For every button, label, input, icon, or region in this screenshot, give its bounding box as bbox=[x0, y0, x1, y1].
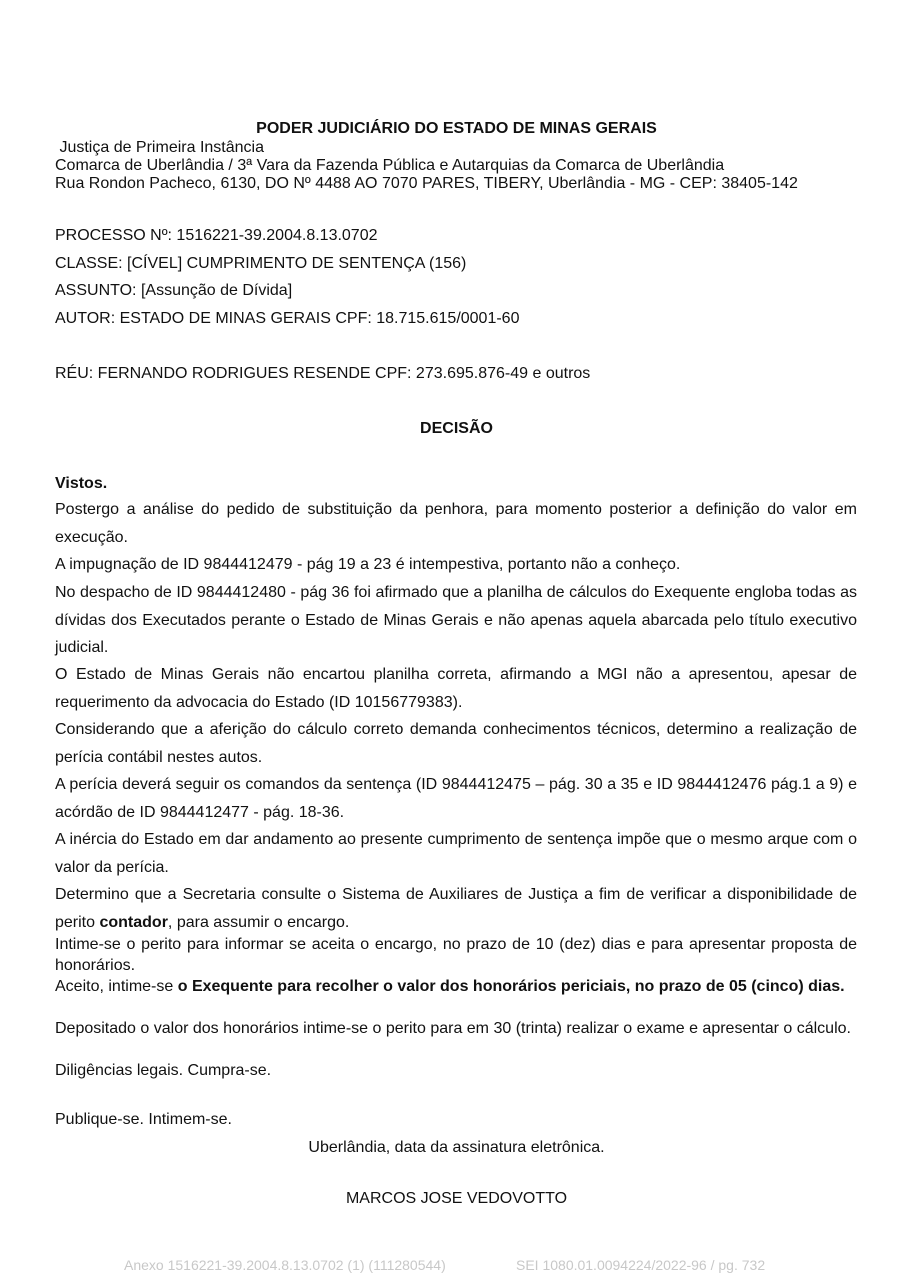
decision-vistos: Vistos. bbox=[55, 475, 108, 492]
footer-annex: Anexo 1516221-39.2004.8.13.0702 (1) (111280544) bbox=[124, 1257, 446, 1273]
signer-name: MARCOS JOSE VEDOVOTTO bbox=[345, 1190, 568, 1207]
decision-paragraph-2: A impugnação de ID 9844412479 - pág 19 a 23 é intempestiva, portanto não a conheço. bbox=[55, 556, 681, 573]
paragraph-8-end: , para assumir o encargo. bbox=[167, 913, 350, 931]
place-date: Uberlândia, data da assinatura eletrônica. bbox=[308, 1139, 605, 1156]
case-processo: PROCESSO Nº: 1516221-39.2004.8.13.0702 bbox=[55, 227, 378, 244]
decision-paragraph-7: A inércia do Estado em dar andamento ao presente cumprimento de sentença impõe que o mesmo arque com o valor da perícia. bbox=[55, 831, 857, 876]
decision-paragraph-11: Depositado o valor dos honorários intime-se o perito para em 30 (trinta) realizar o exame e apresentar o cálculo. bbox=[55, 1020, 851, 1037]
decision-paragraph-1: Postergo a análise do pedido de substituição da penhora, para momento posterior a definição do valor em execução. bbox=[55, 501, 857, 546]
decision-paragraph-5: Considerando que a aferição do cálculo correto demanda conhecimentos técnicos, determino a realização de perícia contábil nestes autos. bbox=[55, 721, 857, 766]
case-classe: CLASSE: [CÍVEL] CUMPRIMENTO DE SENTENÇA (156) bbox=[55, 255, 467, 272]
paragraph-8-text: Determino que a Secretaria consulte o Sistema de Auxiliares de Justiça a fim de verificar a disponibilidade de perito bbox=[55, 886, 857, 931]
decision-paragraph-4: O Estado de Minas Gerais não encartou planilha correta, afirmando a MGI não a apresentou, apesar de requerimento da advocacia do Estado (ID 10156779383). bbox=[55, 666, 857, 711]
court-title: PODER JUDICIÁRIO DO ESTADO DE MINAS GERAIS bbox=[256, 120, 657, 137]
court-comarca: Comarca de Uberlândia / 3ª Vara da Fazenda Pública e Autarquias da Comarca de Uberlândia bbox=[55, 157, 725, 174]
decision-heading: DECISÃO bbox=[420, 420, 493, 437]
court-address: Rua Rondon Pacheco, 6130, DO Nº 4488 AO 7070 PARES, TIBERY, Uberlândia - MG - CEP: 38405-142 bbox=[55, 175, 798, 192]
decision-paragraph-8 bbox=[55, 881, 857, 936]
publique-line: Publique-se. Intimem-se. bbox=[55, 1111, 232, 1128]
paragraph-10-bold: o Exequente para recolher o valor dos honorários periciais, no prazo de 05 (cinco) dias. bbox=[177, 978, 845, 995]
case-assunto: ASSUNTO: [Assunção de Dívida] bbox=[55, 282, 293, 299]
paragraph-10-text: Aceito, intime-se bbox=[55, 978, 178, 995]
case-autor: AUTOR: ESTADO DE MINAS GERAIS CPF: 18.715.615/0001-60 bbox=[55, 310, 520, 327]
case-reu: RÉU: FERNANDO RODRIGUES RESENDE CPF: 273.695.876-49 e outros bbox=[55, 365, 591, 382]
decision-paragraph-12: Diligências legais. Cumpra-se. bbox=[55, 1062, 272, 1079]
paragraph-8-bold: contador bbox=[99, 913, 168, 931]
decision-paragraph-10 bbox=[55, 976, 857, 997]
decision-paragraph-3: No despacho de ID 9844412480 - pág 36 foi afirmado que a planilha de cálculos do Exequente engloba todas as dívidas dos Executados perante o Estado de Minas Gerais e não apenas aquela abarcada pelo título executivo judicial. bbox=[55, 584, 857, 656]
decision-paragraph-9: Intime-se o perito para informar se aceita o encargo, no prazo de 10 (dez) dias e para apresentar proposta de honorários. bbox=[55, 936, 857, 974]
footer-sei: SEI 1080.01.0094224/2022-96 / pg. 732 bbox=[516, 1257, 766, 1273]
court-instance: Justiça de Primeira Instância bbox=[55, 139, 264, 156]
decision-paragraph-6: A perícia deverá seguir os comandos da sentença (ID 9844412475 – pág. 30 a 35 e ID 9844412476 pág.1 a 9) e acórdão de ID 9844412477 - pág. 18-36. bbox=[55, 776, 857, 821]
